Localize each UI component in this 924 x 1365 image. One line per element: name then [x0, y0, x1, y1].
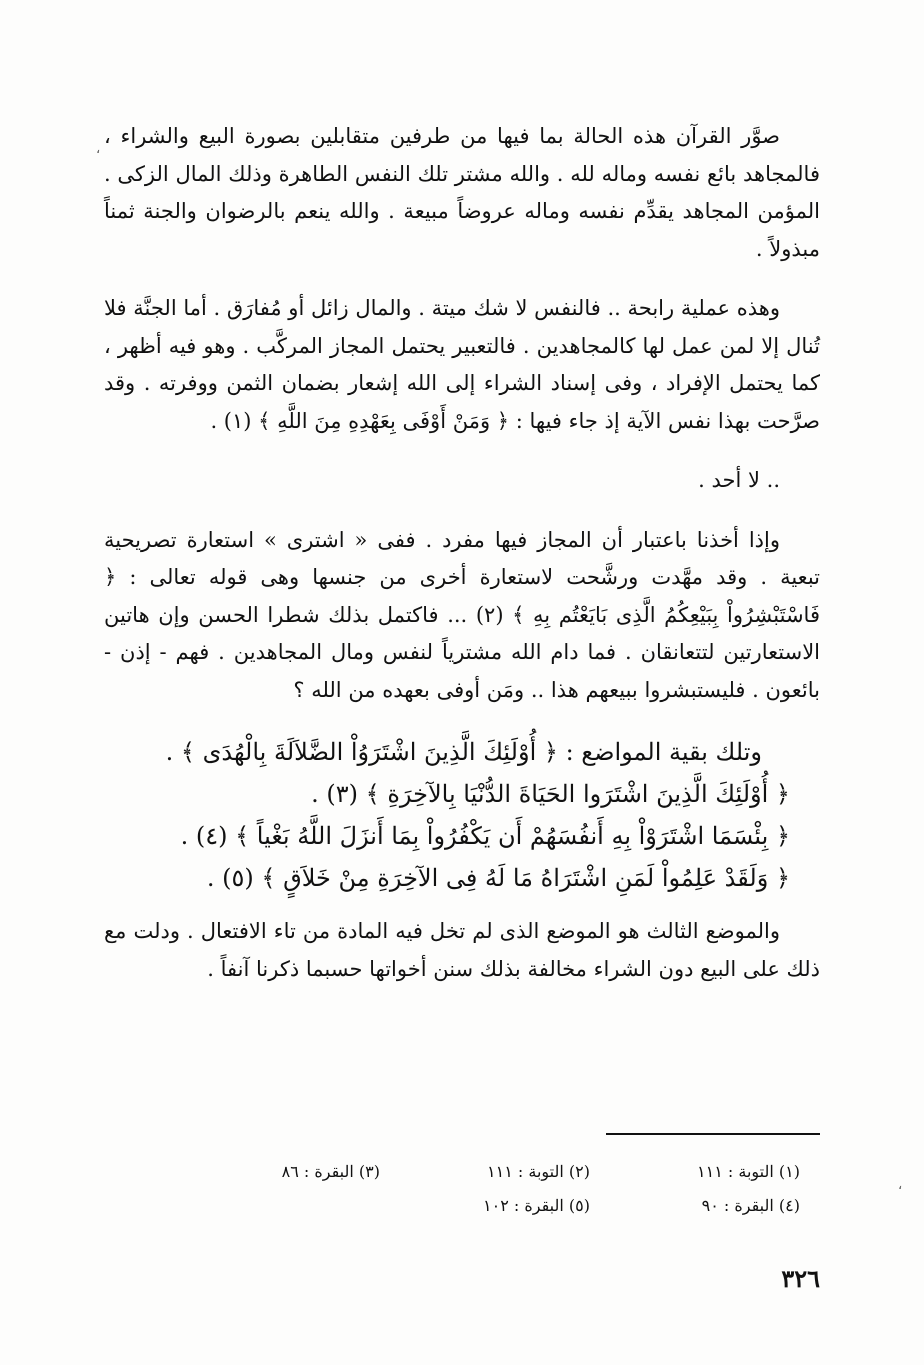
footnote-2: (٢) التوبة : ١١١	[487, 1162, 590, 1181]
footnote-row	[170, 1189, 800, 1223]
paragraph-3: .. لا أحد .	[698, 468, 780, 492]
quote-item: ﴿ وَلَقَدْ عَلِمُواْ لَمَنِ اشْتَرَاهُ مَا لَهُ فِى الآخِرَةِ مِنْ خَلاَقٍ ﴾ (٥) .	[206, 864, 790, 892]
margin-mark: ،	[96, 142, 101, 157]
footnote-separator	[606, 1133, 820, 1135]
footnote-4: (٤) البقرة : ٩٠	[701, 1196, 800, 1215]
quotes-block	[104, 731, 820, 899]
footnote-1: (١) التوبة : ١١١	[697, 1162, 800, 1181]
closing-paragraph: والموضع الثالث هو الموضع الذى لم تخل فيه المادة من تاء الافتعال . ودلت مع ذلك على البيع دون الشراء مخالفة بذلك سنن أخواتها حسبما ذكرنا آنفاً .	[104, 919, 820, 981]
footnote-row	[170, 1155, 800, 1189]
remaining-intro: وتلك بقية المواضع :	[565, 738, 762, 766]
footnote-3: (٣) البقرة : ٨٦	[281, 1162, 380, 1181]
quote-item: ﴿ أُوْلَئِكَ الَّذِينَ اشْتَرَوا الحَيَاةَ الدُّنْيَا بِالآخِرَةِ ﴾ (٣) .	[311, 780, 790, 808]
quote-item: ﴿ بِئْسَمَا اشْتَرَوْاْ بِهِ أَنفُسَهُمْ أَن يَكْفُرُواْ بِمَا أَنزَلَ اللَّهُ بَغْياً ﴾ (٤) .	[180, 822, 790, 850]
body-text	[104, 118, 820, 1010]
footnotes	[170, 1155, 800, 1223]
quote-text: ﴿ أُوْلَئِكَ الَّذِينَ اشْتَرَوُاْ الضَّلاَلَةَ بِالْهُدَى ﴾ .	[165, 738, 558, 766]
paragraph-2: وهذه عملية رابحة .. فالنفس لا شك ميتة . والمال زائل أو مُفارَق . أما الجنَّة فلا تُنال إلا لمن عمل لها كالمجاهدين . فالتعبير يحتمل المجاز المركَّب . وهو فيه أظهر ، كما يحتمل الإفراد ، وفى إسناد الشراء إلى الله إشعار بضمان الثمن ووفرته . وقد صرَّحت بهذا نفس الآية إذ جاء فيها : ﴿ وَمَنْ أَوْفَى بِعَهْدِهِ مِنَ اللَّهِ ﴾ (١) .	[104, 296, 820, 433]
paragraph-1: صوَّر القرآن هذه الحالة بما فيها من طرفين متقابلين بصورة البيع والشراء ، فالمجاهد بائع نفسه وماله لله . والله مشتر تلك النفس الطاهرة وذلك المال الزكى . المؤمن المجاهد يقدِّم نفسه وماله عروضاً مبيعة . والله ينعم بالرضوان والجنة ثمناً مبذولاً .	[104, 124, 820, 261]
footnote-5: (٥) البقرة : ١٠٢	[483, 1196, 590, 1215]
paragraph-4: وإذا أخذنا باعتبار أن المجاز فيها مفرد . ففى « اشترى » استعارة تصريحية تبعية . وقد مهَّدت ورشَّحت لاستعارة أخرى من جنسها وهى قوله تعالى : ﴿ فَاسْتَبْشِرُواْ بِبَيْعِكُمُ الَّذِى بَايَعْتُم بِهِ ﴾ (٢) ... فاكتمل بذلك شطرا الحسن وإن هاتين الاستعارتين لتتعانقان . فما دام الله مشترياً لنفس ومال المجاهدين . فهم - إذن - بائعون . فليستبشروا ببيعهم هذا .. ومَن أوفى بعهده من الله ؟	[104, 527, 820, 702]
page-number: ٣٢٦	[781, 1264, 820, 1293]
margin-mark: ،	[898, 1178, 903, 1193]
quote-item	[104, 731, 820, 773]
